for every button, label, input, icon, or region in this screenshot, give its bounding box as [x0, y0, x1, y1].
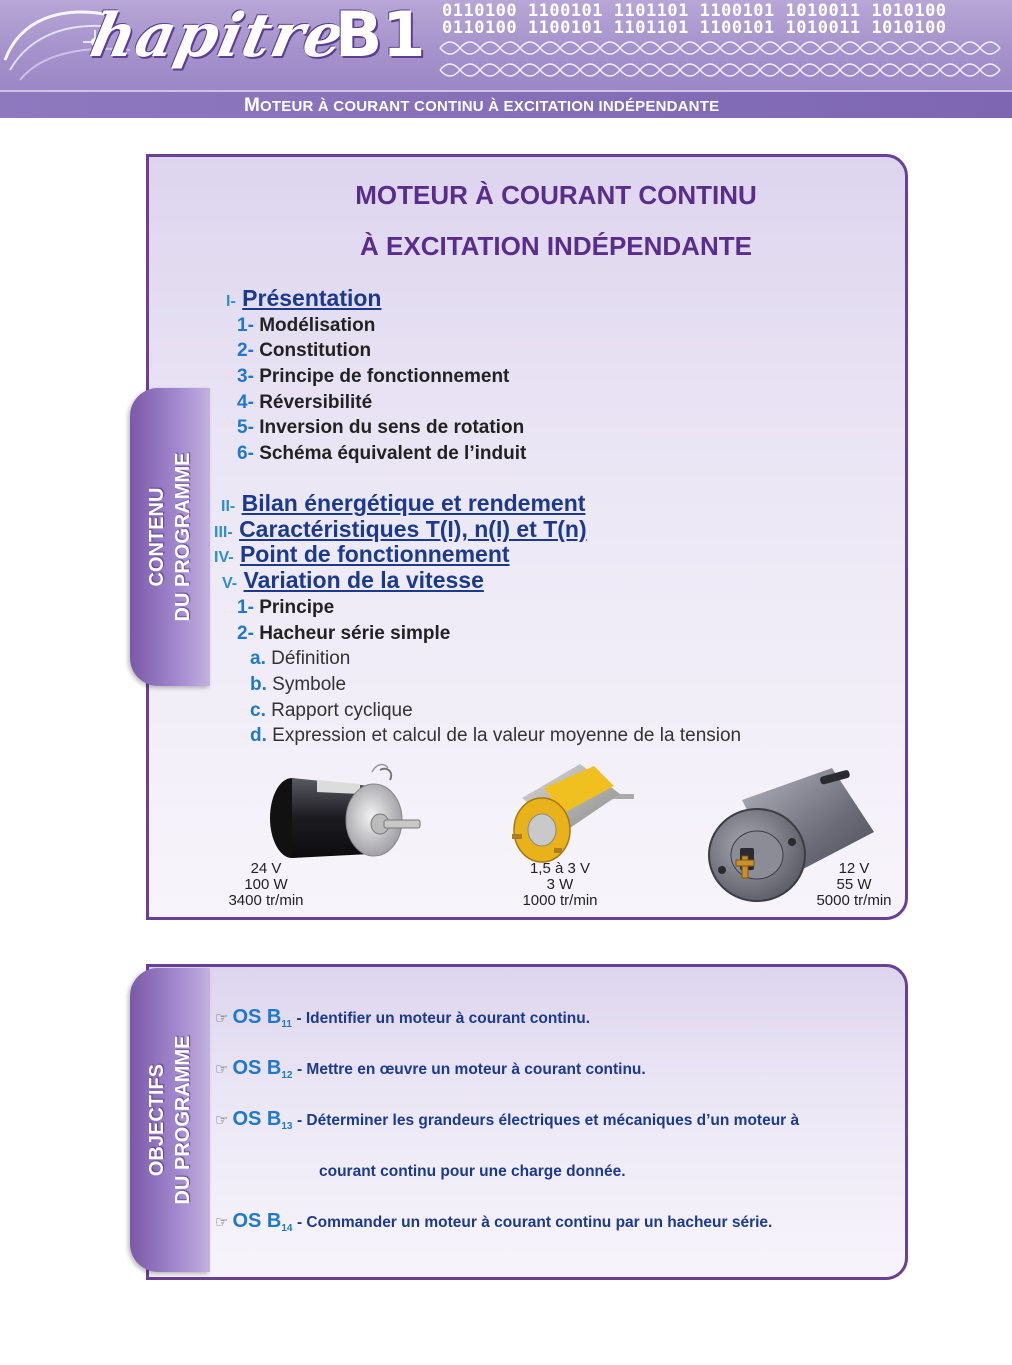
motor-voltage: 1,5 à 3 V: [529, 860, 591, 877]
subitem-symbole: [250, 675, 346, 694]
contenu-tab-label: [144, 453, 196, 622]
objectifs-tab-line-2: DU PROGRAMME: [172, 1035, 194, 1205]
motor-power: 100 W: [244, 876, 288, 893]
item-principe-fonctionnement: [237, 367, 509, 386]
section-number: III-: [214, 524, 233, 541]
item-number: 6-: [237, 443, 254, 464]
pointing-hand-icon: ☞: [215, 1214, 229, 1231]
objective-index: 14: [281, 1223, 293, 1235]
item-number: 2-: [237, 340, 254, 361]
objective-index: 13: [281, 1121, 293, 1133]
subitem-letter: a.: [250, 648, 266, 669]
objective-text: - Commander un moteur à courant continu par un hacheur série.: [296, 1214, 773, 1231]
section-variation-vitesse[interactable]: [222, 569, 484, 592]
contenu-title-line-2: À EXCITATION INDÉPENDANTE: [360, 231, 752, 261]
motor-power: 3 W: [546, 876, 574, 893]
subtitle-initial: M: [244, 95, 261, 116]
item-number: 4-: [237, 392, 254, 413]
subitem-letter: d.: [250, 725, 267, 746]
objective-b13-continuation: courant continu pour une charge donnée.: [319, 1163, 626, 1180]
item-number: 1-: [237, 315, 254, 336]
chapter-subtitle: [244, 95, 719, 117]
section-number: II-: [221, 498, 236, 515]
section-bilan[interactable]: [221, 492, 585, 515]
subitem-definition: [250, 649, 350, 668]
subtitle-rest: OTEUR À COURANT CONTINU À EXCITATION INDÉPENDANTE: [260, 98, 720, 115]
item-label: Modélisation: [259, 315, 376, 336]
section-link[interactable]: Point de fonctionnement: [239, 541, 510, 567]
motor-speed: 1000 tr/min: [522, 892, 598, 909]
objective-text: - Mettre en œuvre un moteur à courant continu.: [296, 1061, 646, 1078]
section-number: V-: [222, 575, 238, 592]
contenu-tab-line-2: DU PROGRAMME: [172, 452, 194, 622]
section-link[interactable]: Variation de la vitesse: [243, 567, 484, 593]
objective-b14: [215, 1211, 772, 1234]
section-point-fonctionnement[interactable]: [214, 543, 510, 566]
contenu-title-line-1: MOTEUR À COURANT CONTINU: [355, 180, 757, 210]
section-link[interactable]: Caractéristiques T(I), n(I) et T(n): [239, 516, 587, 542]
motor-24v-caption: [216, 861, 316, 909]
subitem-letter: c.: [250, 700, 266, 721]
item-modelisation: [237, 316, 375, 335]
objective-index: 12: [281, 1070, 293, 1082]
motor-power: 55 W: [836, 876, 872, 893]
item-constitution: [237, 341, 371, 360]
objective-code: OS B: [232, 1108, 282, 1130]
item-number: 2-: [237, 623, 254, 644]
motor-3v-caption: [508, 861, 612, 909]
binary-line-2: 0110100 1100101 1101101 1100101 1010011 1010100: [442, 18, 947, 38]
subitem-expression: [250, 726, 741, 745]
pointing-hand-icon: ☞: [215, 1112, 229, 1129]
motor-voltage: 24 V: [250, 860, 282, 877]
motor-voltage: 12 V: [838, 860, 870, 877]
objective-text: - Déterminer les grandeurs électriques et mécaniques d’un moteur à: [296, 1112, 800, 1129]
item-label: Hacheur série simple: [259, 623, 451, 644]
item-number: 3-: [237, 366, 254, 387]
section-caracteristiques[interactable]: [214, 518, 587, 541]
subitem-label: Définition: [271, 648, 351, 669]
subitem-label: Symbole: [272, 674, 347, 695]
objective-text: - Identifier un moteur à courant continu.: [296, 1010, 591, 1027]
objective-b12: [215, 1058, 646, 1081]
objective-b11: [215, 1007, 590, 1030]
item-label: Inversion du sens de rotation: [259, 417, 525, 438]
item-number: 5-: [237, 417, 254, 438]
motor-3v-image: [502, 758, 642, 863]
section-link[interactable]: Présentation: [242, 285, 382, 311]
contenu-tab-line-1: CONTENU: [146, 487, 168, 587]
objective-code: OS B: [232, 1210, 282, 1232]
item-hacheur: [237, 624, 450, 643]
item-reversibilite: [237, 393, 372, 412]
subitem-label: Expression et calcul de la valeur moyenne de la tension: [272, 725, 742, 746]
item-label: Schéma équivalent de l’induit: [259, 443, 527, 464]
item-schema-equivalent: [237, 444, 526, 463]
item-label: Réversibilité: [259, 392, 373, 413]
item-label: Principe: [259, 597, 335, 618]
chapter-word: hapitre: [84, 1, 352, 71]
item-number: 1-: [237, 597, 254, 618]
motor-12v-caption: [803, 861, 905, 909]
binary-line-1: 0110100 1100101 1101101 1100101 1010011 1010100: [442, 1, 947, 21]
section-number: IV-: [214, 549, 234, 566]
objective-code: OS B: [232, 1057, 282, 1079]
item-label: Constitution: [259, 340, 372, 361]
objective-b13: [215, 1109, 799, 1132]
section-presentation[interactable]: [226, 287, 382, 310]
objective-code: OS B: [232, 1006, 282, 1028]
objectifs-tab-label: [144, 1036, 196, 1205]
chapter-header: [0, 0, 1012, 118]
subitem-rapport-cyclique: [250, 701, 413, 720]
subitem-label: Rapport cyclique: [271, 700, 413, 721]
subitem-letter: b.: [250, 674, 267, 695]
item-label: Principe de fonctionnement: [259, 366, 510, 387]
objective-index: 11: [281, 1019, 292, 1031]
objectifs-tab-line-1: OBJECTIFS: [146, 1063, 168, 1177]
section-link[interactable]: Bilan énergétique et rendement: [241, 490, 586, 516]
motor-speed: 3400 tr/min: [228, 892, 304, 909]
pointing-hand-icon: ☞: [215, 1061, 229, 1078]
chapter-code: B1: [335, 0, 426, 71]
section-number: I-: [226, 293, 236, 310]
pointing-hand-icon: ☞: [215, 1010, 229, 1027]
motor-24v-image: [262, 758, 427, 868]
item-principe: [237, 598, 334, 617]
item-inversion-sens: [237, 418, 524, 437]
motor-speed: 5000 tr/min: [816, 892, 892, 909]
